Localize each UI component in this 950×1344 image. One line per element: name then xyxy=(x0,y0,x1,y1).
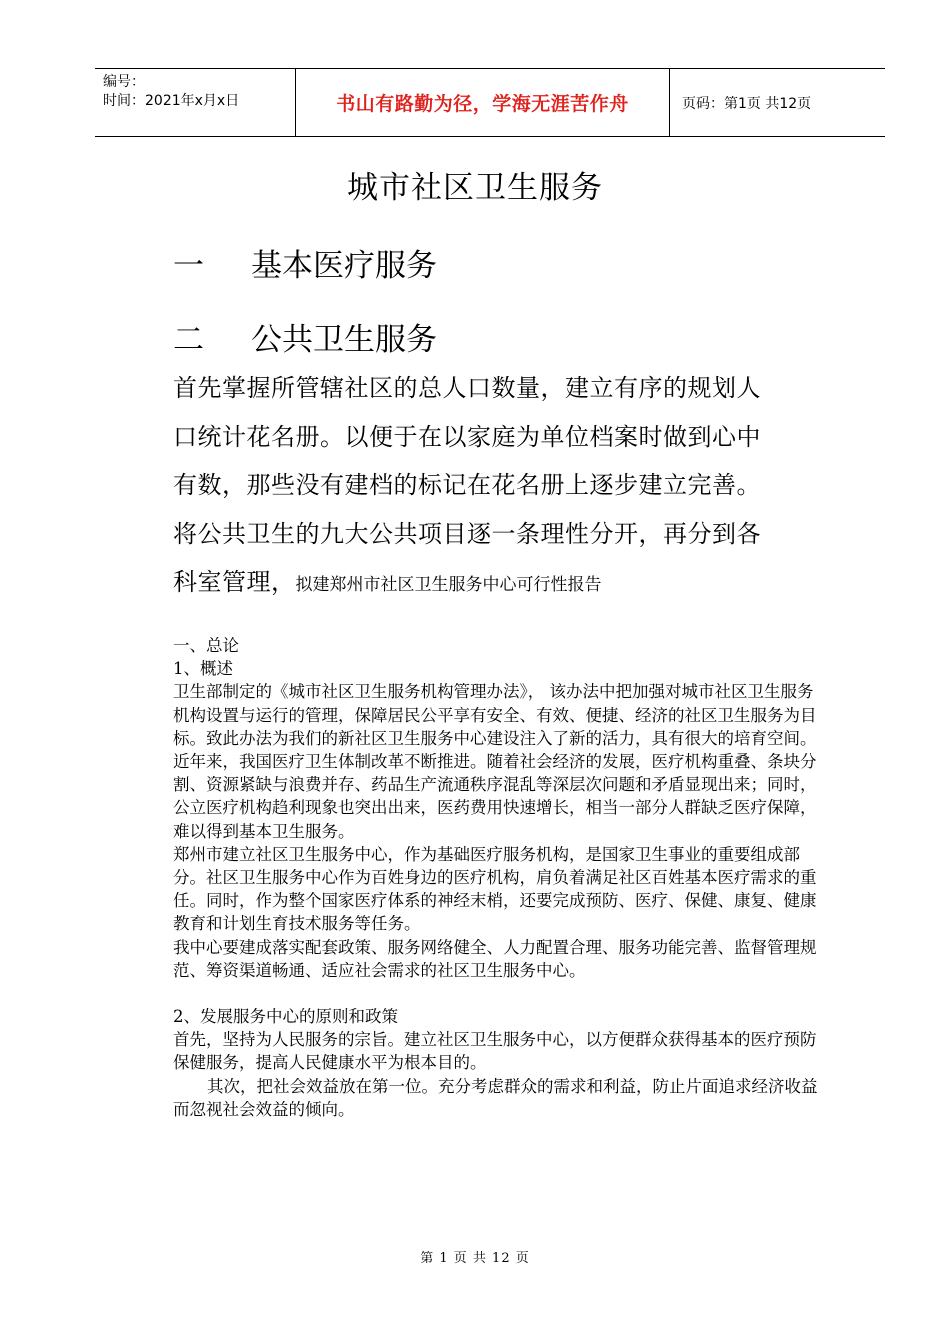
header-motto: 书山有路勤为径，学海无涯苦作舟 xyxy=(296,69,670,136)
body-paragraph: 郑州市建立社区卫生服务中心，作为基础医疗服务机构，是国家卫生事业的重要组成部分。社区卫生服务中心作为百姓身边的医疗机构，肩负着满足社区百姓基本医疗需求的重任。同时，作为整个国家医疗体系的神经末梢，还要完成预防、医疗、保健、康复、健康教育和计划生育技术服务等任务。 xyxy=(173,844,817,934)
section-number: 一 xyxy=(173,248,204,284)
section-label: 基本医疗服务 xyxy=(251,248,437,284)
section-number: 二 xyxy=(173,322,204,358)
heading-overview: 1、概述 xyxy=(173,659,233,679)
spacer xyxy=(173,982,823,1005)
section-heading-1 xyxy=(173,240,437,285)
header-page-label: 页码：第1页 共12页 xyxy=(682,95,812,112)
page-header xyxy=(95,68,885,137)
section-heading-2 xyxy=(173,314,437,359)
heading-principles: 2、发展服务中心的原则和政策 xyxy=(173,1007,398,1027)
time-label: 时间：2021年x月x日 xyxy=(103,93,240,109)
body-paragraph: 首先，坚持为人民服务的宗旨。建立社区卫生服务中心，以方便群众获得基本的医疗预防保健服务，提高人民健康水平为根本目的。 xyxy=(173,1030,817,1073)
document-title: 城市社区卫生服务 xyxy=(347,170,603,206)
body-paragraph: 其次，把社会效益放在第一位。充分考虑群众的需求和利益，防止片面追求经济收益而忽视社会效益的倾向。 xyxy=(173,1076,818,1119)
header-meta xyxy=(95,69,296,136)
page-footer: 第 1 页 共 12 页 xyxy=(420,1251,530,1266)
body-paragraph: 近年来，我国医疗卫生体制改革不断推进。随着社会经济的发展，医疗机构重叠、条块分割、资源紧缺与浪费并存、药品生产流通秩序混乱等深层次问题和矛盾显现出来；同时，公立医疗机构趋利现象也突出出来，医药费用快速增长，相当一部分人群缺乏医疗保障，难以得到基本卫生服务。 xyxy=(173,752,817,841)
report-body xyxy=(173,634,823,1121)
paragraph-line: 将公共卫生的九大公共项目逐一条理性分开，再分到各 xyxy=(173,519,761,548)
report-title-inline: 拟建郑州市社区卫生服务中心可行性报告 xyxy=(295,575,602,595)
body-paragraph: 我中心要建成落实配套政策、服务网络健全、人力配置合理、服务功能完善、监督管理规范、筹资渠道畅通、适应社会需求的社区卫生服务中心。 xyxy=(173,937,817,980)
number-label: 编号： xyxy=(103,74,145,90)
paragraph-line: 口统计花名册。以便于在以家庭为单位档案时做到心中 xyxy=(173,422,761,451)
last-line-big: 科室管理， xyxy=(173,568,296,596)
paragraph-line: 首先掌握所管辖社区的总人口数量，建立有序的规划人 xyxy=(173,374,761,402)
section-label: 公共卫生服务 xyxy=(251,322,437,358)
paragraph-line: 有数，那些没有建档的标记在花名册上逐步建立完善。 xyxy=(173,471,761,499)
paragraph-line xyxy=(173,558,813,610)
public-health-paragraph xyxy=(173,364,813,610)
body-paragraph: 卫生部制定的《城市社区卫生服务机构管理办法》， 该办法中把加强对城市社区卫生服务机构设置与运行的管理，保障居民公平享有安全、有效、便捷、经济的社区卫生服务为目标。致此办法为我们的新社区卫生服务中心建设注入了新的活力，具有很大的培育空间。 xyxy=(173,682,817,748)
heading-general: 一、总论 xyxy=(173,636,239,655)
